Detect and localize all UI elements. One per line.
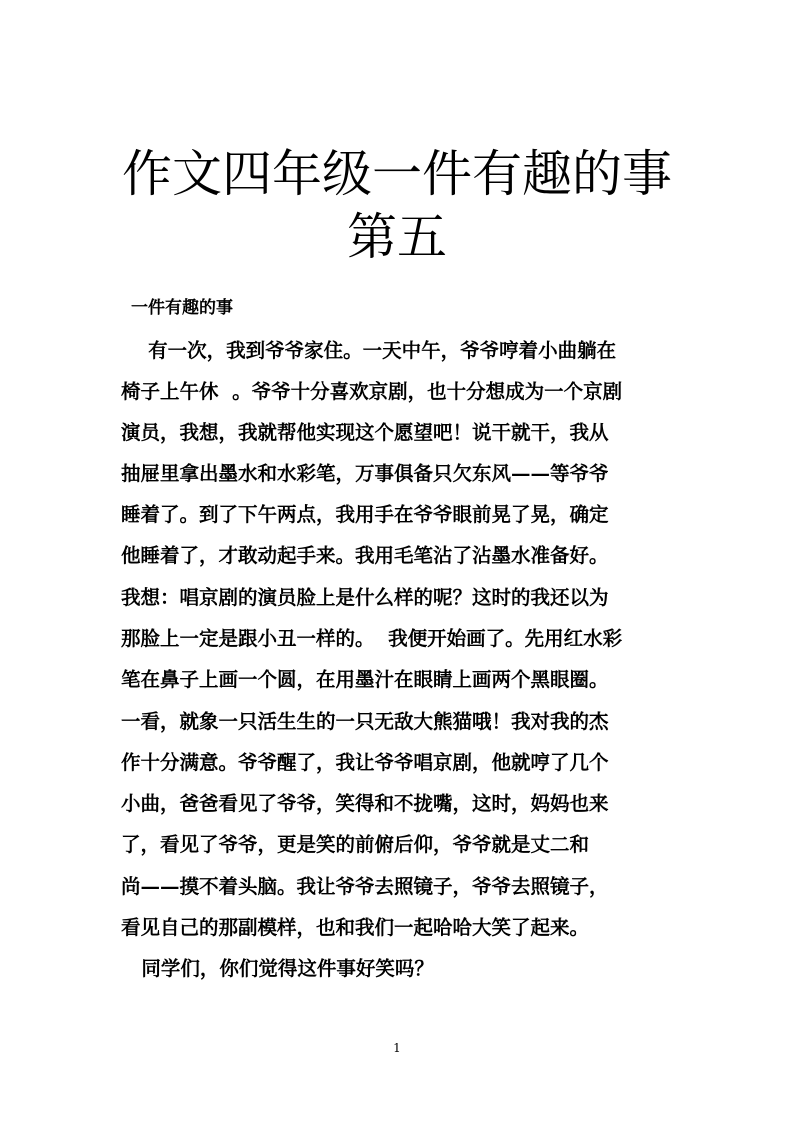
body-line: 我想：唱京剧的演员脸上是什么样的呢？这时的我还以为 [121, 586, 609, 609]
body-line: 睡着了。到了下午两点，我用手在爷爷眼前晃了晃，确定 [121, 503, 609, 526]
body-line: 作十分满意。爷爷醒了，我让爷爷唱京剧，他就哼了几个 [121, 751, 609, 774]
body-line: 笔在鼻子上画一个圆，在用墨汁在眼睛上画两个黑眼圈。 [121, 668, 609, 691]
body-line: 椅子上午休 。爷爷十分喜欢京剧，也十分想成为一个京剧 [121, 380, 623, 403]
document-title-line-2: 第五 [347, 208, 447, 266]
body-line: 一看，就象一只活生生的一只无敌大熊猫哦！我对我的杰 [121, 710, 609, 733]
body-line: 有一次，我到爷爷家住。一天中午，爷爷哼着小曲躺在 [121, 339, 617, 362]
page-number: 1 [393, 1041, 401, 1055]
body-line: 他睡着了，才敢动起手来。我用毛笔沾了沾墨水准备好。 [121, 544, 609, 567]
essay-subtitle: 一件有趣的事 [131, 298, 233, 318]
body-line: 演员，我想，我就帮他实现这个愿望吧！说干就干，我从 [121, 421, 609, 444]
body-line: 看见自己的那副模样，也和我们一起哈哈大笑了起来。 [121, 916, 590, 939]
body-line: 抽屉里拿出墨水和水彩笔，万事俱备只欠东风——等爷爷 [121, 462, 609, 485]
body-line: 尚——摸不着头脑。我让爷爷去照镜子，爷爷去照镜子， [121, 875, 609, 898]
body-line: 同学们，你们觉得这件事好笑吗？ [121, 957, 434, 980]
body-line: 那脸上一定是跟小丑一样的。 我便开始画了。先用红水彩 [121, 627, 623, 650]
document-title-line-1: 作文四年级一件有趣的事 [122, 145, 672, 203]
body-line: 了，看见了爷爷，更是笑的前俯后仰，爷爷就是丈二和 [121, 833, 590, 856]
body-line: 小曲，爸爸看见了爷爷，笑得和不拢嘴，这时，妈妈也来 [121, 792, 609, 815]
